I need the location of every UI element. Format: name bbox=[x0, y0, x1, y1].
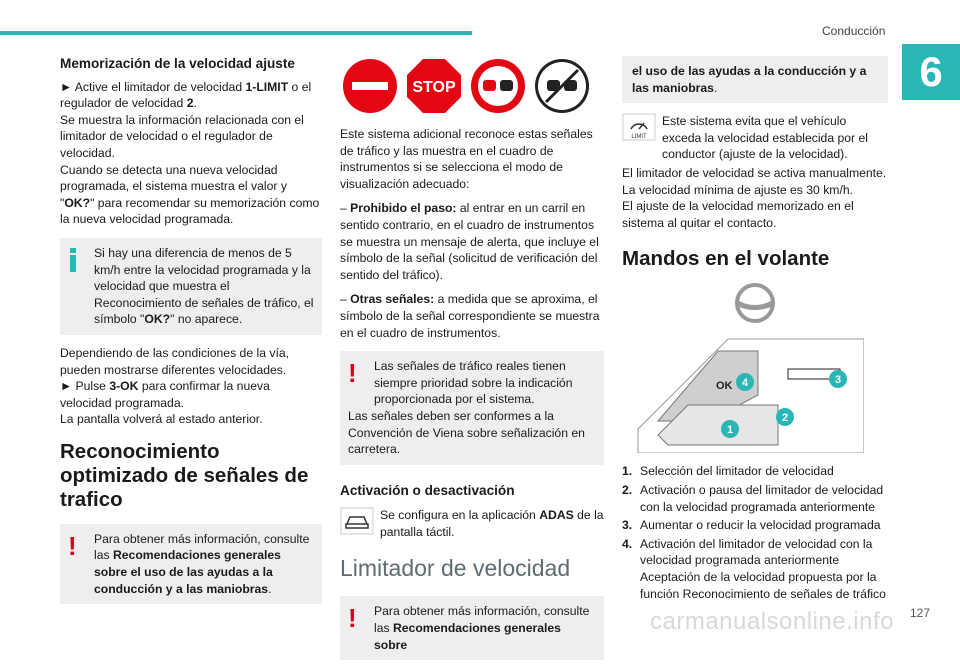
warning-icon: ! bbox=[348, 358, 357, 389]
traffic-signs bbox=[342, 58, 604, 114]
list-item: 1. Selección del limitador de velocidad bbox=[622, 464, 834, 479]
limit-row: LIMIT Este sistema evita que el vehículo exceda la velocidad establecida por el conductor (ajuste de la velocidad). bbox=[622, 113, 888, 163]
svg-text:LIMIT: LIMIT bbox=[631, 134, 647, 141]
heading-speed-limiter: Limitador de velocidad bbox=[340, 555, 571, 582]
heading-activation: Activación o desactivación bbox=[340, 482, 515, 498]
car-adas-icon bbox=[340, 507, 374, 535]
warning-note: ! Para obtener más información, consulte las Recomendaciones generales sobre el uso de las ayudas a la conducción y a las maniobras. bbox=[60, 524, 322, 604]
header-accent-bar bbox=[0, 31, 472, 35]
info-note: Si hay una diferencia de menos de 5 km/h entre la velocidad programada y la velocidad que muestra el Reconocimiento de señales de tráfico, el símbolo "OK?" no aparece. bbox=[60, 238, 322, 335]
list-item: – Otras señales: a medida que se aproxima, el símbolo de la señal correspondiente se muestra en el cuadro de instrumentos. bbox=[340, 292, 600, 340]
warning-icon: ! bbox=[348, 603, 357, 634]
warning-note: ! Para obtener más información, consulte las Recomendaciones generales sobre bbox=[340, 596, 604, 660]
controls-list bbox=[622, 463, 888, 602]
heading-sign-recognition: Reconocimiento optimizado de señales de trafico bbox=[60, 439, 309, 511]
list-item: – Prohibido el paso: al entrar en un carril en sentido contrario, en el cuadro de instrumentos se muestra un mensaje de alerta, que incluye el símbolo de la señal (solicitud de verificación del sentido del tráfico). bbox=[340, 201, 599, 282]
wheel-controls-diagram bbox=[628, 329, 864, 453]
svg-text:4: 4 bbox=[741, 377, 749, 390]
svg-text:STOP: STOP bbox=[412, 79, 456, 96]
adas-row: Se configura en la aplicación ADAS de la pantalla táctil. bbox=[340, 507, 604, 540]
paragraph: Dependiendo de las condiciones de la vía, pueden mostrarse diferentes velocidades. ► Pulse 3-OK para confirmar la nueva velocidad programada. La pantalla volverá al estado anterior. bbox=[60, 345, 290, 427]
steering-wheel-icon bbox=[732, 283, 778, 323]
info-icon bbox=[68, 247, 82, 275]
paragraph: El limitador de velocidad se activa manualmente. La velocidad mínima de ajuste es 30 km/h. El ajuste de la velocidad memorizado en el sistema al quitar el contacto. bbox=[622, 165, 887, 230]
svg-text:2: 2 bbox=[781, 412, 789, 425]
note-continuation: el uso de las ayudas a la conducción y a las maniobras. bbox=[622, 56, 888, 103]
chapter-badge: 6 bbox=[902, 44, 960, 100]
speed-limit-icon bbox=[622, 113, 656, 141]
column-1 bbox=[60, 56, 322, 614]
page-number: 127 bbox=[910, 606, 931, 620]
stop-sign-icon bbox=[406, 58, 462, 114]
no-overtaking-sign-icon bbox=[470, 58, 526, 114]
watermark: carmanualsonline.info bbox=[650, 608, 894, 635]
paragraph: Este sistema adicional reconoce estas señales de tráfico y las muestra en el cuadro de instrumentos si se selecciona el modo de visualización adecuado: bbox=[340, 127, 593, 191]
warning-note: ! Las señales de tráfico reales tienen siempre prioridad sobre la indicación proporcionada por el sistema. Las señales deben ser conformes a la Convención de Viena sobre señalización en carretera. bbox=[340, 351, 604, 465]
column-2 bbox=[340, 56, 604, 670]
list-item: 3. Aumentar o reducir la velocidad programada bbox=[622, 518, 881, 533]
no-entry-sign-icon bbox=[342, 58, 398, 114]
section-title: Conducción bbox=[822, 24, 886, 38]
heading-memorization: Memorización de la velocidad ajuste bbox=[60, 56, 295, 71]
end-no-overtaking-sign-icon bbox=[534, 58, 590, 114]
paragraph: ► Active el limitador de velocidad 1-LIMIT o el regulador de velocidad 2. Se muestra la información relacionada con el limitador de velocidad o el regulador de velocidad. Cuando se detecta una nueva velocidad programada, el sistema muestra el valor y "OK?" para recomendar su memorización como la nueva velocidad programada. bbox=[60, 79, 320, 227]
svg-text:3: 3 bbox=[834, 374, 842, 387]
heading-wheel-controls: Mandos en el volante bbox=[622, 247, 830, 271]
list-item: 2. Activación o pausa del limitador de velocidad con la velocidad programada anteriormente bbox=[622, 482, 884, 514]
svg-text:1: 1 bbox=[726, 424, 734, 437]
warning-icon: ! bbox=[68, 530, 77, 561]
list-item: 4. Activación del limitador de velocidad con la velocidad programada anteriormente Aceptación de la velocidad propuesta por la función Reconocimiento de señales de tráfico bbox=[622, 536, 886, 601]
svg-text:OK: OK bbox=[716, 380, 733, 393]
column-3 bbox=[622, 56, 888, 604]
